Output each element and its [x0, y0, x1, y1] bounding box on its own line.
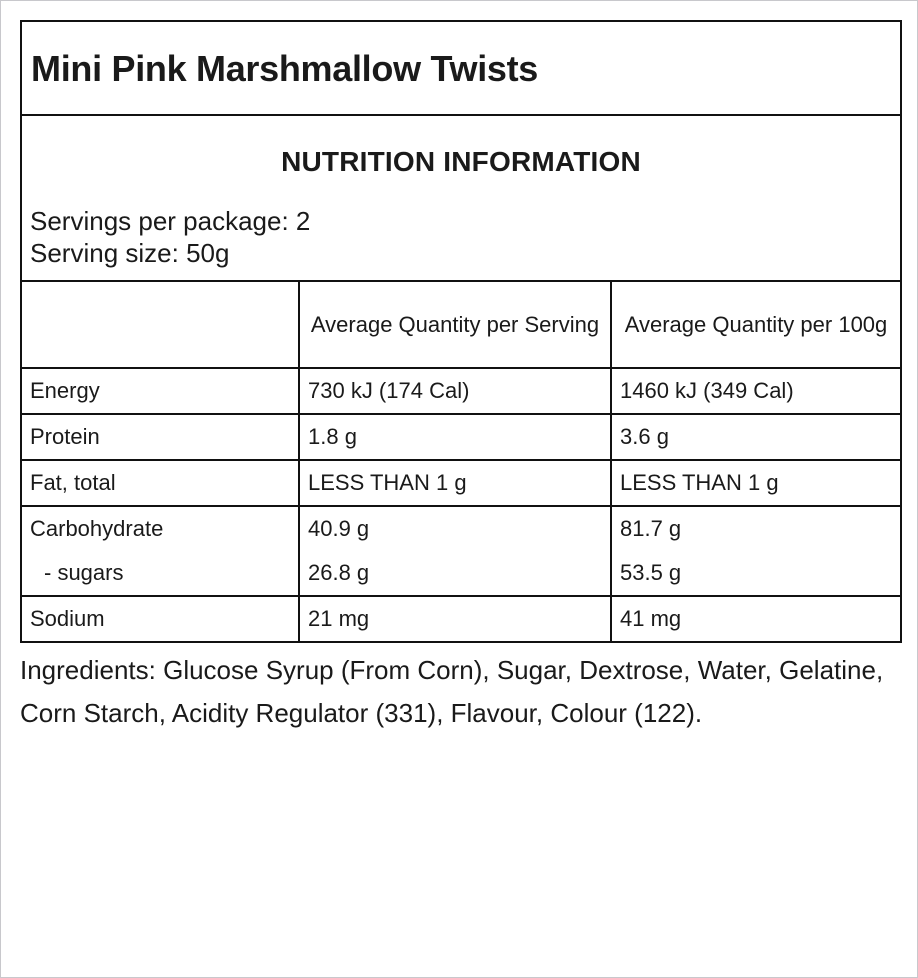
per-100g-value: 41 mg [611, 596, 900, 641]
per-100g-subvalue: 53.5 g [620, 560, 682, 585]
nutrition-table [22, 282, 900, 641]
ingredients-text: Ingredients: Glucose Syrup (From Corn), Sugar, Dextrose, Water, Gelatine, Corn Starch, Acidity Regulator (331), Flavour, Colour (122). [20, 655, 884, 728]
per-serving-value: 40.9 g [308, 516, 370, 541]
header-empty-cell [22, 282, 299, 368]
table-row-carbohydrate [22, 506, 900, 596]
header-per-serving: Average Quantity per Serving [299, 282, 611, 368]
row-label: Carbohydrate [30, 516, 164, 541]
table-row-fat [22, 460, 900, 506]
servings-per-package: Servings per package: 2 [30, 206, 311, 236]
per-100g-value: 81.7 g [620, 516, 682, 541]
per-serving-group [299, 506, 611, 596]
product-title: Mini Pink Marshmallow Twists [22, 22, 900, 116]
nutrition-info-block [22, 116, 900, 282]
per-100g-value: LESS THAN 1 g [611, 460, 900, 506]
per-100g-group [611, 506, 900, 596]
table-row-protein [22, 414, 900, 460]
table-row-sodium [22, 596, 900, 641]
per-serving-value: 730 kJ (174 Cal) [299, 368, 611, 414]
row-label: Sodium [22, 596, 299, 641]
nutrition-heading: NUTRITION INFORMATION [281, 146, 641, 177]
header-per-100g: Average Quantity per 100g [611, 282, 900, 368]
row-label: Energy [22, 368, 299, 414]
per-100g-value: 3.6 g [611, 414, 900, 460]
table-header-row [22, 282, 900, 368]
per-serving-value: 21 mg [299, 596, 611, 641]
per-serving-value: LESS THAN 1 g [299, 460, 611, 506]
table-row-energy [22, 368, 900, 414]
per-serving-value: 1.8 g [299, 414, 611, 460]
serving-size: Serving size: 50g [30, 238, 230, 268]
per-serving-subvalue: 26.8 g [308, 560, 370, 585]
nutrition-panel [20, 20, 902, 643]
row-label-group [22, 506, 299, 596]
row-sublabel: - sugars [44, 560, 124, 585]
per-100g-value: 1460 kJ (349 Cal) [611, 368, 900, 414]
row-label: Protein [22, 414, 299, 460]
row-label: Fat, total [22, 460, 299, 506]
